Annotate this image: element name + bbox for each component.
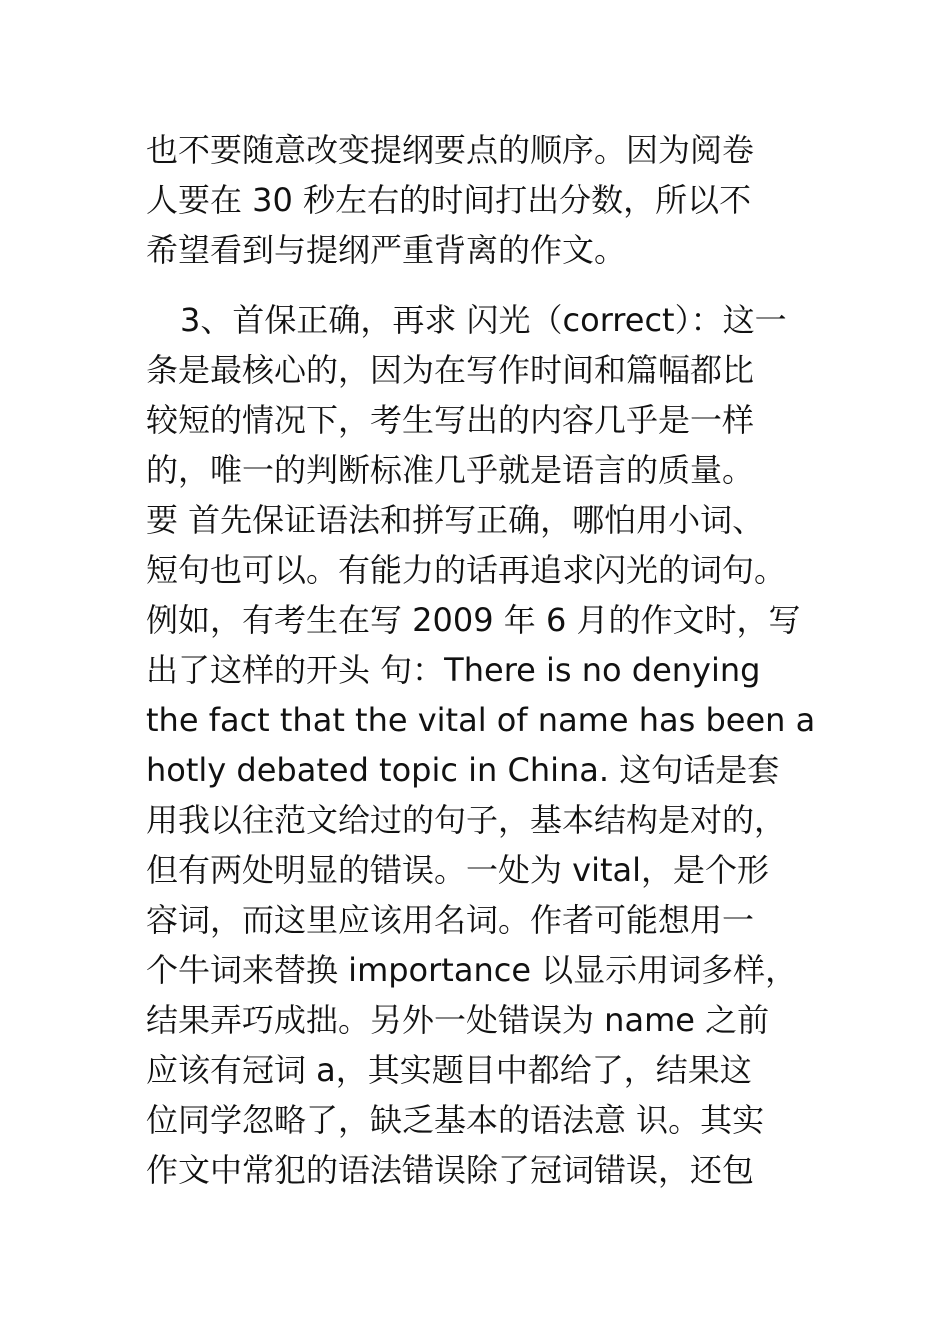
paragraph-2-line-9: the fact that the vital of name has been a: [146, 701, 816, 739]
paragraph-2-line-2: 条是最核心的，因为在写作时间和篇幅都比: [146, 351, 755, 389]
paragraph-2-line-4: 的，唯一的判断标准几乎就是语言的质量。: [146, 451, 755, 489]
paragraph-2-line-8: 出了这样的开头 句：There is no denying: [146, 651, 761, 689]
paragraph-1-line-3: 希望看到与提纲严重背离的作文。: [146, 231, 627, 269]
paragraph-1-line-1: 也不要随意改变提纲要点的顺序。因为阅卷: [146, 131, 755, 169]
paragraph-2-line-15: 结果弄巧成拙。另外一处错误为 name 之前: [146, 1001, 770, 1039]
paragraph-2-line-10: hotly debated topic in China. 这句话是套: [146, 751, 780, 789]
paragraph-2-line-18: 作文中常犯的语法错误除了冠词错误，还包: [146, 1151, 755, 1189]
paragraph-2-line-11: 用我以往范文给过的句子，基本结构是对的，: [146, 801, 787, 839]
paragraph-2-line-5: 要 首先保证语法和拼写正确，哪怕用小词、: [146, 501, 765, 539]
paragraph-1-line-2: 人要在 30 秒左右的时间打出分数，所以不: [146, 181, 752, 219]
paragraph-2-line-3: 较短的情况下，考生写出的内容几乎是一样: [146, 401, 755, 439]
paragraph-2-line-7: 例如，有考生在写 2009 年 6 月的作文时，写: [146, 601, 801, 639]
paragraph-2-line-16: 应该有冠词 a，其实题目中都给了，结果这: [146, 1051, 752, 1089]
paragraph-2-line-13: 容词，而这里应该用名词。作者可能想用一: [146, 901, 755, 939]
paragraph-2-line-6: 短句也可以。有能力的话再追求闪光的词句。: [146, 551, 787, 589]
paragraph-2-line-12: 但有两处明显的错误。一处为 vital，是个形: [146, 851, 770, 889]
paragraph-2-line-14: 个牛词来替换 importance 以显示用词多样，: [146, 951, 798, 989]
paragraph-2-line-17: 位同学忽略了，缺乏基本的语法意 识。其实: [146, 1101, 765, 1139]
paragraph-2-line-1: 3、首保正确，再求 闪光（correct）：这一: [180, 301, 787, 339]
